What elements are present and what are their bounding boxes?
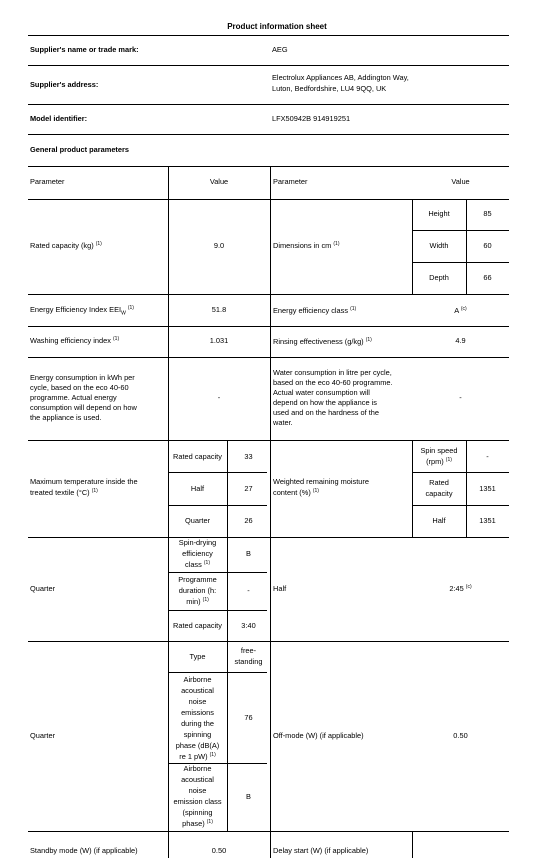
noise-line-5: during the — [181, 719, 214, 728]
footnote-1: (1) — [445, 457, 452, 463]
off-mode-value: 0.50 — [453, 731, 468, 740]
rule — [28, 326, 509, 327]
footnote-1: (1) — [127, 305, 134, 311]
rule — [28, 641, 509, 642]
footnote-1: (1) — [209, 752, 216, 758]
rule — [28, 831, 509, 832]
footnote-1: (1) — [203, 560, 211, 566]
rule — [28, 166, 509, 167]
section-title: General product parameters — [30, 145, 129, 154]
noise-class-line-3: noise — [188, 786, 207, 795]
rule — [412, 472, 509, 473]
standby-mode-value: 0.50 — [211, 846, 227, 855]
height-label: Height — [428, 209, 450, 218]
rated-capacity-label: Rated capacity (kg) $^{(1)}$ — [30, 241, 102, 250]
dimensions-label: Dimensions in cm $^{(1)}$ — [273, 241, 340, 250]
header-value-left: Value — [209, 177, 229, 186]
spin-class-line-2: efficiency — [182, 549, 213, 558]
footnote-c: (c) — [465, 584, 472, 590]
rule — [168, 472, 267, 473]
max-temp-rated-capacity-value: 33 — [244, 452, 253, 461]
model-identifier-label: Model identifier: — [30, 114, 88, 123]
rule — [28, 104, 509, 105]
off-mode-label: Off-mode (W) (if applicable) — [273, 731, 364, 740]
rule — [28, 440, 509, 441]
rule — [168, 610, 267, 611]
block3-half-value: 2:45 $^{(c)}$ — [449, 584, 472, 593]
rule — [412, 230, 509, 231]
rule — [412, 831, 413, 858]
moisture-line-2: content (%) $^{(1)}$ — [273, 488, 319, 497]
footnote-1: (1) — [350, 306, 357, 312]
noise-class-line-5: (spinning — [182, 808, 213, 817]
water-consumption-line-4: depend on how the appliance is — [273, 398, 377, 407]
type-value-2: standing — [234, 657, 263, 666]
header-value-right: Value — [451, 177, 470, 186]
supplier-address-label: Supplier's address: — [30, 80, 99, 89]
water-consumption-line-6: water. — [273, 418, 293, 427]
rule — [28, 357, 509, 358]
noise-class-line-1: Airborne — [183, 764, 212, 773]
block3-quarter-label: Quarter — [30, 584, 56, 593]
type-label: Type — [189, 652, 206, 661]
moisture-line-1: Weighted remaining moisture — [273, 477, 369, 486]
energy-consumption-line-1: Energy consumption in kWh per — [30, 373, 135, 382]
programme-line-1: Programme — [178, 575, 217, 584]
footnote-1: (1) — [365, 337, 372, 343]
depth-value: 66 — [483, 273, 492, 282]
noise-line-6: spinning — [183, 730, 212, 739]
header-parameter-right: Parameter — [273, 177, 308, 186]
water-consumption-line-5: used and on the hardness of the — [273, 408, 380, 417]
supplier-address-line-1: Electrolux Appliances AB, Addington Way, — [272, 73, 409, 82]
energy-consumption-line-2: cycle, based on the eco 40-60 — [30, 383, 129, 392]
spin-speed-label-1: Spin speed — [420, 446, 458, 455]
spin-class-line-1: Spin-drying — [178, 538, 217, 547]
footnote-1: (1) — [206, 819, 213, 825]
moisture-half-value: 1351 — [479, 516, 496, 525]
spin-speed-label-2: (rpm) $^{(1)}$ — [426, 457, 452, 466]
energy-consumption-line-4: consumption will depend on how — [30, 403, 137, 412]
programme-line-3: min) $^{(1)}$ — [186, 597, 209, 606]
noise-line-7: phase (dB(A) — [175, 741, 220, 750]
max-temperature-line-1: Maximum temperature inside the — [30, 477, 138, 486]
noise-line-3: noise — [188, 697, 207, 706]
eei-subscript: W — [121, 310, 126, 317]
noise-class-line-2: acoustical — [181, 775, 214, 784]
rinsing-effectiveness-value: 4.9 — [455, 336, 466, 345]
type-value-1: free- — [240, 646, 257, 655]
rinsing-effectiveness-label: Rinsing effectiveness (g/kg) $^{(1)}$ — [273, 337, 372, 346]
depth-label: Depth — [429, 273, 449, 282]
block3-rated-capacity-value: 3:40 — [241, 621, 256, 630]
noise-value: 76 — [244, 713, 253, 722]
rule — [270, 166, 271, 858]
supplier-address-line-2: Luton, Bedfordshire, LU4 9QQ, UK — [272, 84, 387, 93]
rule — [412, 505, 509, 506]
rule — [28, 134, 509, 135]
programme-value: - — [247, 586, 250, 595]
washing-efficiency-label: Washing efficiency index $^{(1)}$ — [30, 336, 120, 345]
energy-consumption-line-3: programme. Actual energy — [30, 393, 117, 402]
moisture-rated-capacity-label-1: Rated — [429, 478, 449, 487]
programme-line-2: duration (h: — [178, 586, 217, 595]
rule — [168, 505, 267, 506]
water-consumption-value: - — [459, 393, 462, 402]
footnote-1: (1) — [95, 241, 102, 247]
spin-class-line-3: class $^{(1)}$ — [184, 560, 211, 569]
energy-consumption-value: - — [217, 393, 221, 402]
rule — [412, 262, 509, 263]
width-label: Width — [429, 241, 449, 250]
noise-class-value: B — [246, 792, 251, 801]
sheet-title: Product information sheet — [227, 22, 327, 31]
rule — [28, 199, 509, 200]
washing-efficiency-value: 1.031 — [209, 336, 229, 345]
water-consumption-line-1: Water consumption in litre per cycle, — [273, 368, 392, 377]
standby-mode-label: Standby mode (W) (if applicable) — [30, 846, 138, 855]
max-temp-rated-capacity-label: Rated capacity — [173, 452, 222, 461]
noise-class-line-4: emission class — [173, 797, 222, 806]
noise-class-line-6: phase) $^{(1)}$ — [182, 819, 213, 828]
block4-quarter-label: Quarter — [30, 731, 56, 740]
rule — [28, 537, 509, 538]
rule — [168, 672, 267, 673]
supplier-name-value: AEG — [272, 45, 288, 54]
block3-rated-capacity-label: Rated capacity — [173, 621, 222, 630]
rated-capacity-value: 9.0 — [213, 241, 225, 250]
noise-line-1: Airborne — [183, 675, 212, 684]
supplier-name-label: Supplier's name or trade mark: — [30, 45, 139, 54]
water-consumption-line-2: based on the eco 40-60 programme. — [273, 378, 393, 387]
max-temp-half-label: Half — [190, 484, 205, 493]
header-parameter-left: Parameter — [30, 177, 65, 186]
max-temp-half-value: 27 — [244, 484, 253, 493]
moisture-rated-capacity-value: 1351 — [479, 484, 496, 493]
spin-class-value: B — [246, 549, 251, 558]
rule — [28, 35, 509, 36]
footnote-1: (1) — [333, 241, 340, 247]
delay-start-label: Delay start (W) (if applicable) — [273, 846, 369, 855]
footnote-1: (1) — [91, 488, 98, 494]
model-identifier-value: LFX50942B 914919251 — [272, 114, 351, 123]
rule — [227, 641, 228, 831]
eei-value: 51.8 — [211, 305, 227, 314]
moisture-half-label: Half — [432, 516, 446, 525]
footnote-c: (c) — [460, 306, 467, 312]
noise-line-8: re 1 pW) $^{(1)}$ — [179, 752, 216, 761]
footnote-1: (1) — [202, 597, 209, 603]
water-consumption-line-3: Actual water consumption will — [273, 388, 370, 397]
max-temperature-line-2: treated textile (°C) $^{(1)}$ — [30, 488, 98, 497]
energy-consumption-line-5: the appliance is used. — [30, 413, 102, 422]
rule — [28, 65, 509, 66]
width-value: 60 — [483, 241, 492, 250]
max-temp-quarter-value: 26 — [244, 516, 253, 525]
noise-line-4: emissions — [181, 708, 214, 717]
rule — [168, 572, 267, 573]
rule — [28, 294, 509, 295]
footnote-1: (1) — [113, 336, 120, 342]
moisture-rated-capacity-label-2: capacity — [425, 489, 453, 498]
footnote-1: (1) — [312, 488, 319, 494]
max-temp-quarter-label: Quarter — [184, 516, 211, 525]
energy-class-value: A $^{(c)}$ — [454, 306, 467, 315]
block3-half-label: Half — [273, 584, 287, 593]
energy-class-label: Energy efficiency class $^{(1)}$ — [273, 306, 357, 315]
height-value: 85 — [483, 209, 492, 218]
eei-label: Energy Efficiency Index $EEI_W$ $^{(1)}$ — [30, 305, 134, 317]
spin-speed-value: - — [486, 452, 489, 461]
noise-line-2: acoustical — [181, 686, 214, 695]
